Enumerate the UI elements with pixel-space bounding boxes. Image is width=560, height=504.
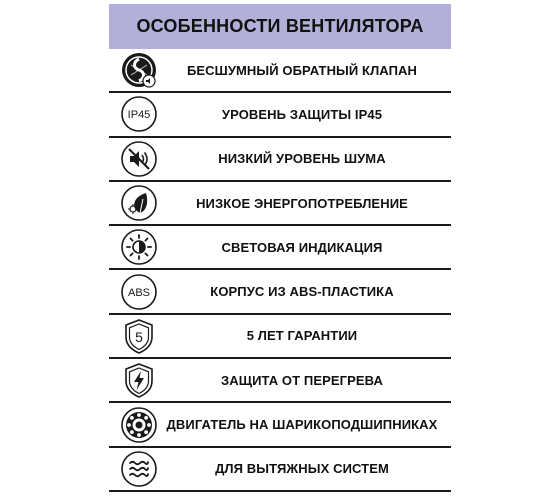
feature-row [109,315,451,359]
feature-label: СВЕТОВАЯ ИНДИКАЦИЯ [221,239,383,255]
feature-label: ДВИГАТЕЛЬ НА ШАРИКОПОДШИПНИКАХ [166,417,438,433]
feature-label: НИЗКОЕ ЭНЕРГОПОТРЕБЛЕНИЕ [196,195,408,211]
overheat-shield-icon [119,360,159,400]
feature-label: ЗАЩИТА ОТ ПЕРЕГРЕВА [220,372,383,388]
feature-row [109,448,451,492]
ip45-icon-text: IP45 [127,109,151,122]
abs-icon-text: ABS [127,286,151,299]
feature-label: 5 ЛЕТ ГАРАНТИИ [246,328,358,344]
feature-row [109,49,451,93]
warranty-shield-icon [119,316,159,356]
feature-label: БЕСШУМНЫЙ ОБРАТНЫЙ КЛАПАН [186,62,418,78]
exhaust-waves-icon [119,449,159,489]
ip45-icon [119,94,159,134]
abs-icon [119,272,159,312]
warranty-years-text: 5 [135,328,143,345]
ball-bearing-icon [119,405,159,445]
feature-row [109,93,451,137]
low-noise-icon [119,139,159,179]
feature-label: КОРПУС ИЗ ABS-ПЛАСТИКА [210,284,394,300]
features-card [109,4,451,502]
header-title: ОСОБЕННОСТИ ВЕНТИЛЯТОРА [136,16,424,36]
feature-list [109,49,451,492]
header-bar [109,4,451,49]
feature-row [109,138,451,182]
feature-label: ДЛЯ ВЫТЯЖНЫХ СИСТЕМ [215,461,389,477]
feature-label: НИЗКИЙ УРОВЕНЬ ШУМА [218,151,386,167]
feature-row [109,270,451,314]
feature-row [109,182,451,226]
feature-row [109,359,451,403]
feature-label: УРОВЕНЬ ЗАЩИТЫ IP45 [221,106,383,122]
light-indicator-icon [119,227,159,267]
feature-row [109,403,451,447]
feature-row [109,226,451,270]
leaf-energy-icon [119,183,159,223]
silent-valve-icon [119,50,159,90]
